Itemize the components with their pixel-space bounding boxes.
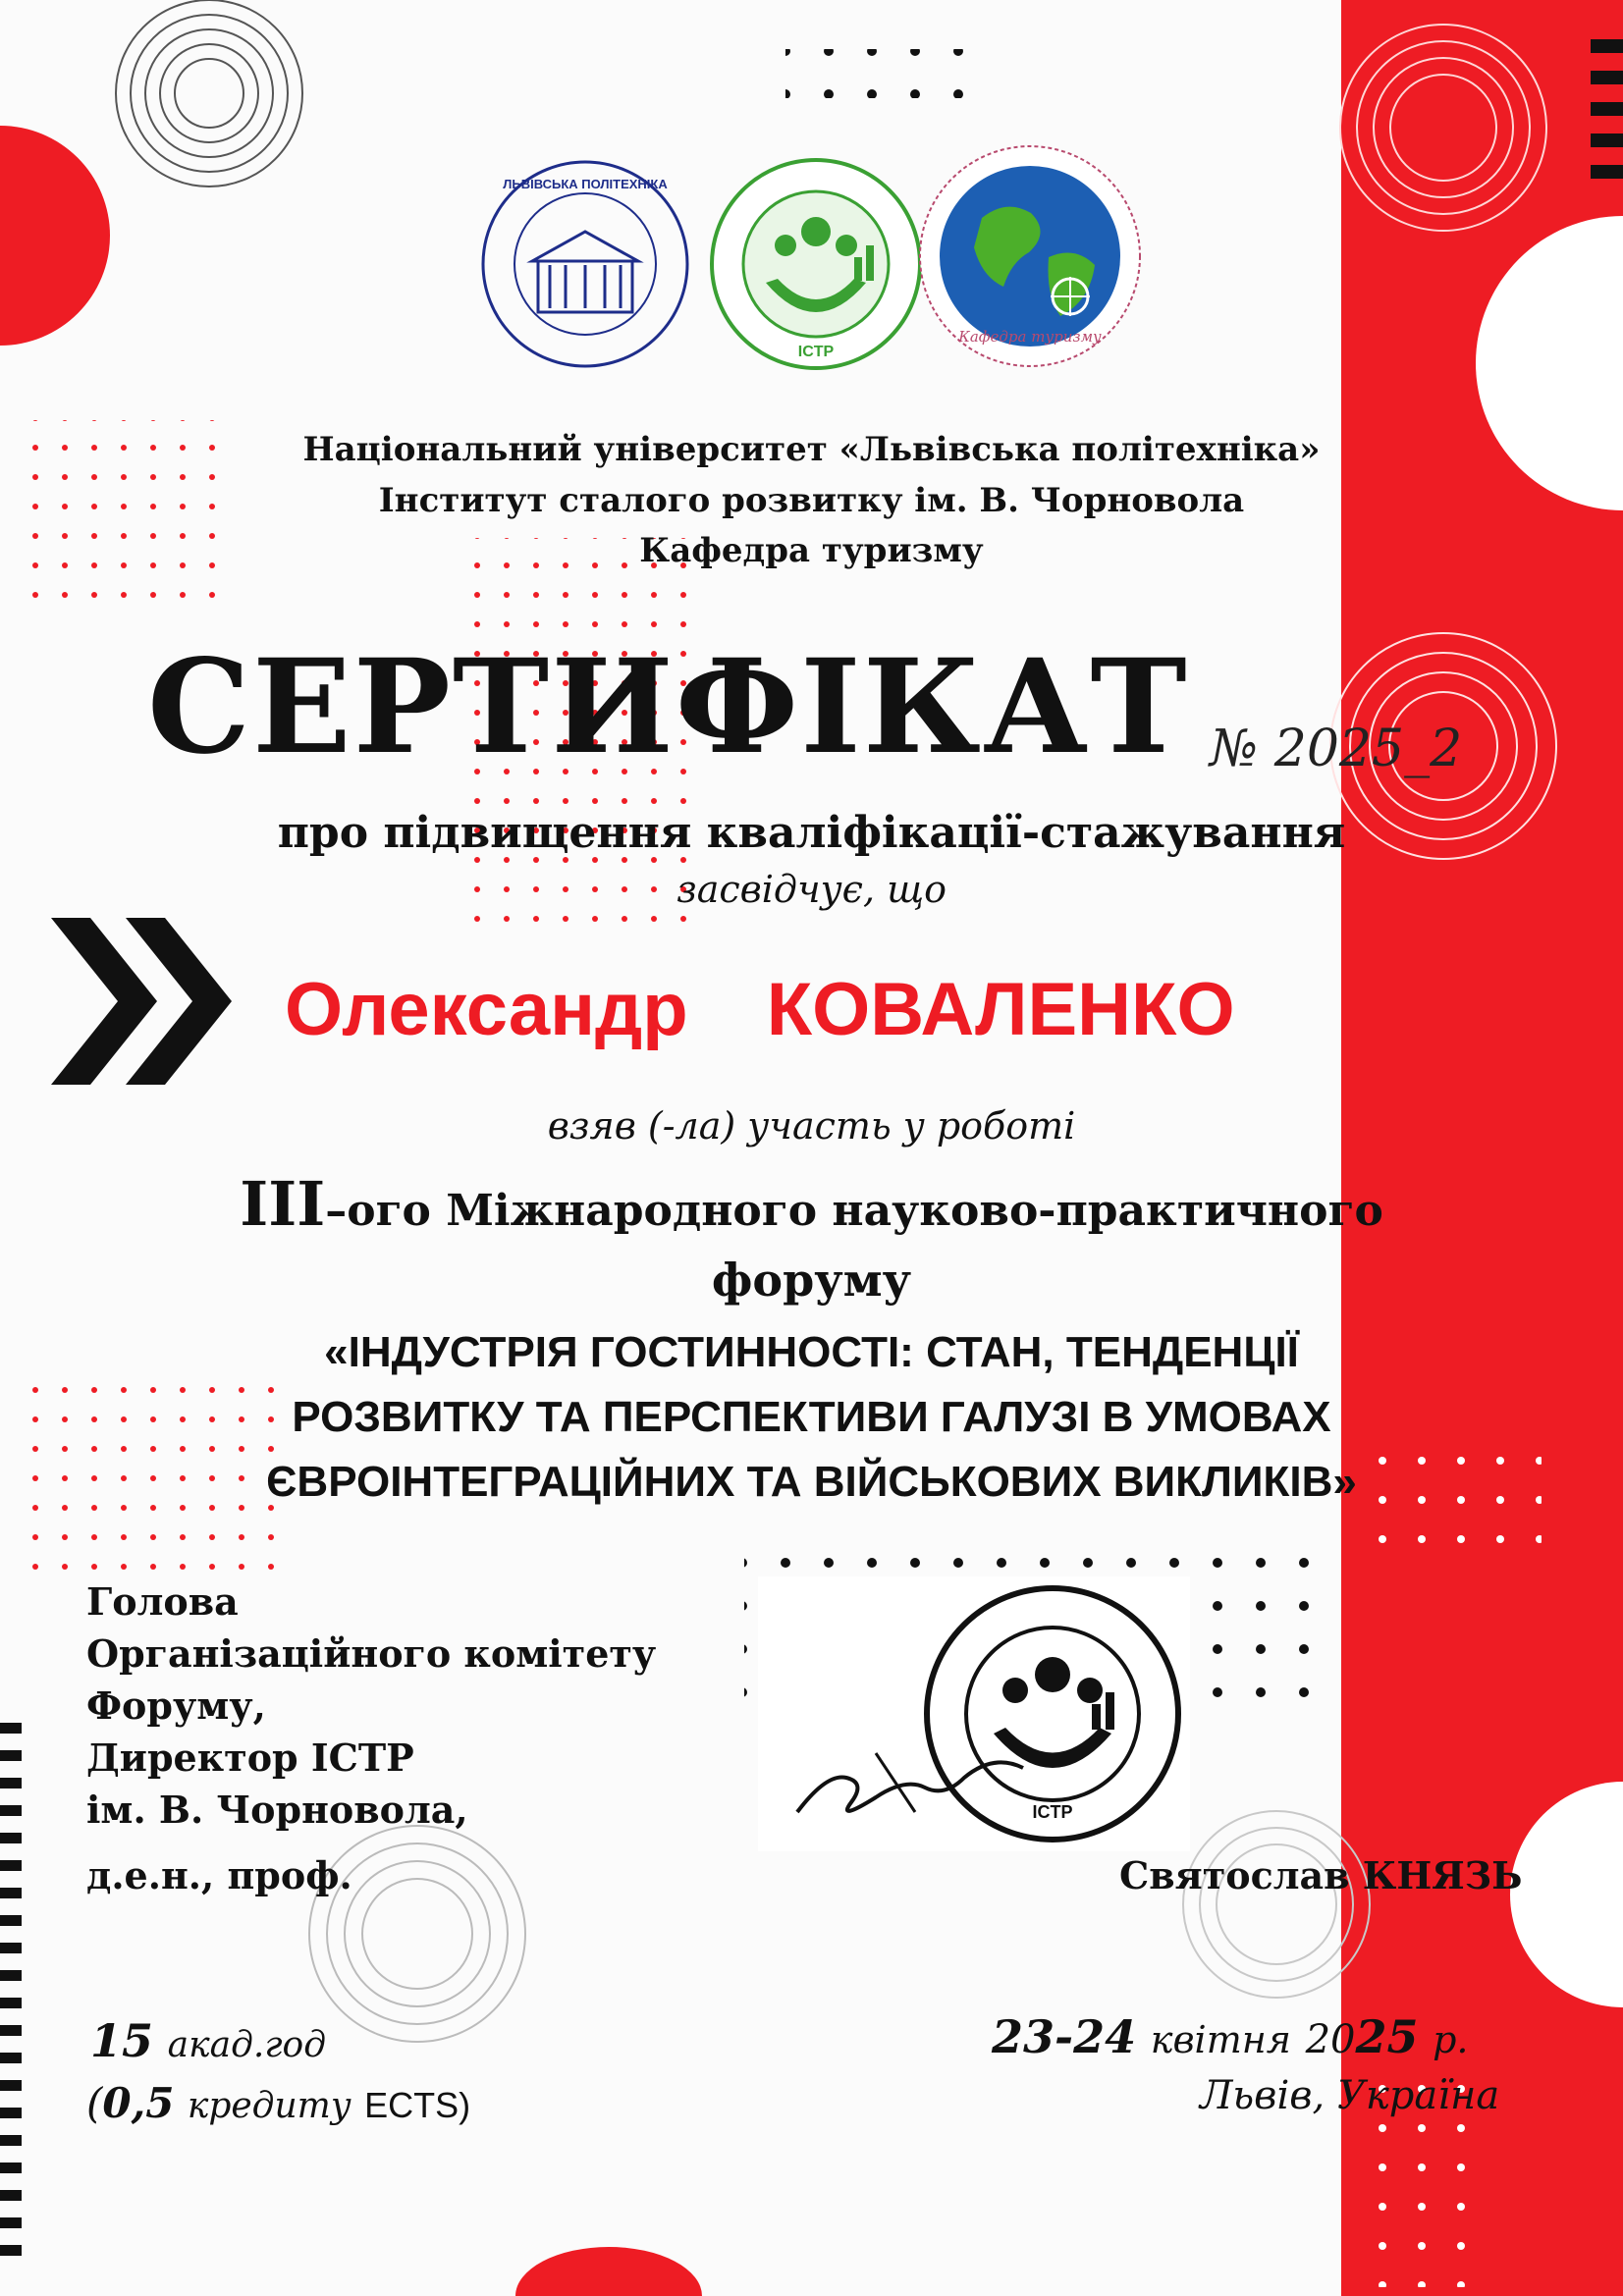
event-title-line: «ІНДУСТРІЯ ГОСТИННОСТІ: СТАН, ТЕНДЕНЦІЇ [324,1328,1299,1376]
date-month: квітня [1150,2018,1291,2061]
certificate-title: СЕРТИФІКАТ [147,631,1189,783]
rings-top-left [116,0,302,187]
event-title-line: ЄВРОІНТЕГРАЦІЙНИХ ТА ВІЙСЬКОВИХ ВИКЛИКІВ» [266,1458,1357,1506]
header-university: Національний університет «Львівська політехніка» [302,430,1321,469]
credits-ects: ECTS [364,2085,460,2125]
lviv-polytechnic-logo-text: ЛЬВІВСЬКА ПОЛІТЕХНІКА [503,177,668,191]
credits-open-paren: ( [86,2079,103,2127]
double-chevron-icon [51,918,232,1085]
signatory-position-line: ім. В. Чорновола, [86,1788,468,1832]
signatory-position-line: Форуму, [86,1683,266,1728]
certificate-subtitle: про підвищення кваліфікації-стажування [277,808,1346,858]
credits-close-paren: ) [459,2085,471,2125]
event-ordinal: III [240,1168,326,1240]
ictr-institute-logo [707,155,925,373]
credits-unit: кредиту [187,2086,352,2126]
certifies-text: засвідчує, що [676,868,947,911]
date-year-unit: р. [1433,2018,1469,2061]
top-left-red-circle [0,126,110,346]
ictr-logo-abbr: ICTP [797,344,835,360]
hours [90,2014,326,2067]
recipient-first-name: Олександр [285,968,688,1051]
event-line-2: форуму [711,1254,912,1307]
signatory-name: Святослав КНЯЗЬ [1119,1853,1523,1897]
header-institute: Інститут сталого розвитку ім. В. Чорновола [378,481,1245,520]
institute-stamp [758,1576,1190,1851]
event-place: Львів, Україна [1200,2073,1500,2118]
event-date [992,2010,1469,2063]
ladder-marks-left [0,1723,22,2256]
date-days: 23-24 [992,2010,1137,2063]
signatory-position-line: Голова [86,1579,239,1624]
black-dots-top [785,49,967,98]
bottom-red-semicircle [515,2247,702,2296]
participated-text: взяв (-ла) участь у роботі [547,1104,1076,1148]
stamp-abbr: ICTP [1032,1802,1073,1822]
tourism-logo-text: Кафедра туризму [958,328,1102,346]
certificate-number: № 2025_2 [1210,720,1463,778]
event-title [0,1320,1623,1515]
hours-value: 15 [90,2014,154,2067]
hours-unit: акад.год [167,2025,327,2065]
header-department: Кафедра туризму [639,531,984,570]
signatory-degree: д.е.н., проф. [86,1853,352,1897]
credits [86,2079,470,2127]
date-year-prefix: 20 [1305,2017,1356,2062]
signatory-position-line: Директор ІСТР [86,1735,414,1780]
event-line-1-text: –ого Міжнародного науково-практичного [325,1186,1383,1236]
recipient-name [285,967,1235,1052]
date-year-suffix: 25 [1355,2010,1419,2063]
event-line-1 [0,1168,1623,1240]
signatory-position-line: Організаційного комітету [86,1631,657,1676]
signatory-position [86,1575,656,1836]
event-title-line: РОЗВИТКУ ТА ПЕРСПЕКТИВИ ГАЛУЗІ В УМОВАХ [292,1393,1331,1441]
recipient-last-name: КОВАЛЕНКО [766,968,1235,1051]
credits-value: 0,5 [102,2079,175,2127]
